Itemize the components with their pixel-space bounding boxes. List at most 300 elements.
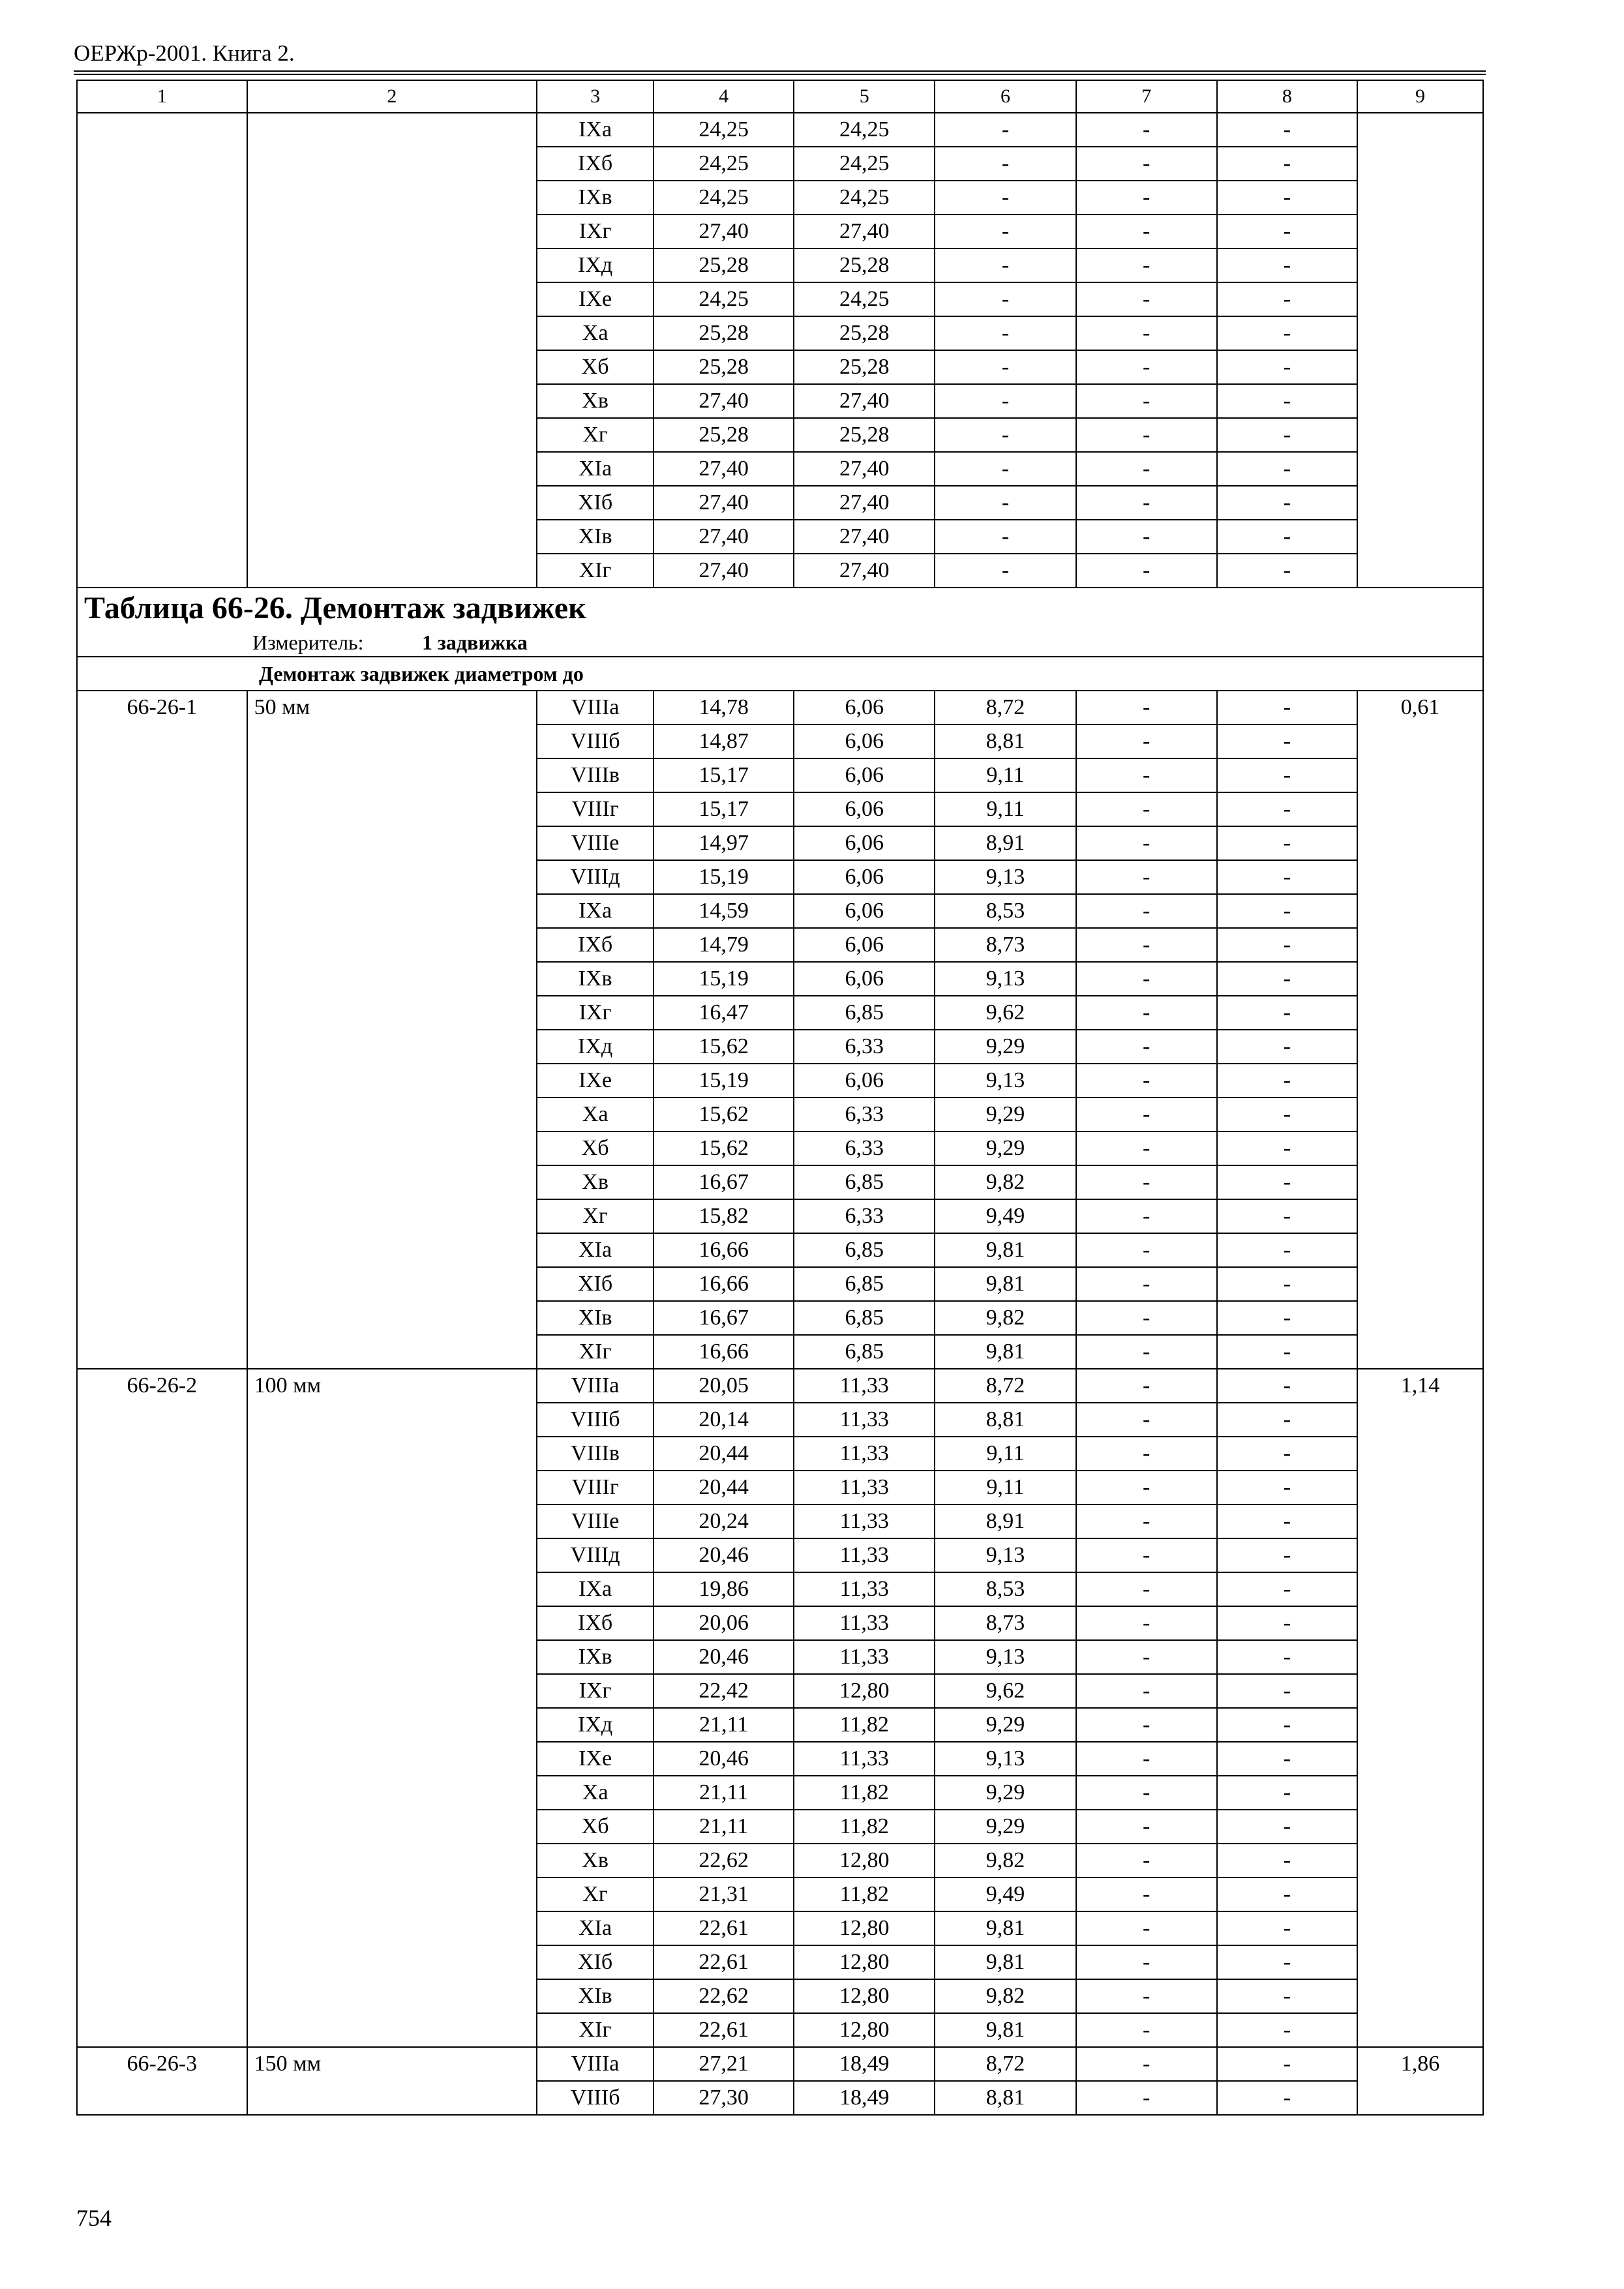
zone-cell: VIIIб <box>537 1403 654 1437</box>
value-cell: 25,28 <box>654 316 794 350</box>
value-cell: 6,06 <box>794 826 935 860</box>
column-number: 1 <box>77 80 247 113</box>
value-cell: - <box>1076 1335 1217 1369</box>
value-cell: 27,40 <box>794 486 935 520</box>
value-cell: - <box>1076 1131 1217 1165</box>
value-cell: 24,25 <box>794 181 935 215</box>
value-cell: - <box>1076 894 1217 928</box>
section-heading: Демонтаж задвижек диаметром до <box>77 657 1483 691</box>
value-cell: 14,59 <box>654 894 794 928</box>
value-cell: 18,49 <box>794 2047 935 2081</box>
value-cell: 25,28 <box>794 350 935 384</box>
value-cell: 9,81 <box>935 1233 1075 1267</box>
value-cell: - <box>1076 691 1217 725</box>
value-cell: 6,85 <box>794 1335 935 1369</box>
value-cell: - <box>1076 384 1217 418</box>
value-cell: 12,80 <box>794 1844 935 1878</box>
value-cell: - <box>1076 1572 1217 1606</box>
value-cell: - <box>1076 554 1217 588</box>
value-cell: 20,44 <box>654 1437 794 1471</box>
zone-cell: VIIIг <box>537 792 654 826</box>
code-cell: 66-26-3 <box>77 2047 247 2115</box>
value-cell: - <box>1217 147 1357 181</box>
value-cell: - <box>1217 181 1357 215</box>
zone-cell: VIIIв <box>537 758 654 792</box>
value-cell: 9,62 <box>935 1674 1075 1708</box>
value-cell: 20,24 <box>654 1504 794 1538</box>
value-cell: 11,33 <box>794 1369 935 1403</box>
value-cell: 16,66 <box>654 1335 794 1369</box>
value-cell: - <box>935 350 1075 384</box>
value-cell: 20,14 <box>654 1403 794 1437</box>
zone-cell: IXд <box>537 1030 654 1064</box>
value-cell: - <box>1217 113 1357 147</box>
document-header: ОЕРЖр-2001. Книга 2. <box>74 40 295 66</box>
value-cell: 25,28 <box>794 418 935 452</box>
value-cell: 27,40 <box>794 452 935 486</box>
value-cell: 16,47 <box>654 996 794 1030</box>
name-cell: 50 мм <box>247 691 537 1369</box>
value-cell: 9,81 <box>935 2013 1075 2047</box>
value-cell: - <box>1076 1403 1217 1437</box>
value-cell: - <box>935 282 1075 316</box>
value-cell: 6,06 <box>794 691 935 725</box>
zone-cell: VIIIб <box>537 2081 654 2115</box>
value-cell: 20,44 <box>654 1471 794 1504</box>
value-cell: 27,40 <box>654 384 794 418</box>
value-cell: 9,81 <box>935 1911 1075 1945</box>
value-cell: - <box>1217 486 1357 520</box>
value-cell: 8,91 <box>935 1504 1075 1538</box>
value-cell: 9,29 <box>935 1776 1075 1810</box>
value-cell: 25,28 <box>794 316 935 350</box>
name-cell: 100 мм <box>247 1369 537 2047</box>
value-cell: 6,06 <box>794 860 935 894</box>
header-rule <box>74 70 1486 75</box>
zone-cell: VIIIе <box>537 826 654 860</box>
value-cell: - <box>1217 860 1357 894</box>
value-cell: 11,33 <box>794 1640 935 1674</box>
value-cell: 11,33 <box>794 1606 935 1640</box>
value-cell: - <box>1076 1742 1217 1776</box>
column-number: 5 <box>794 80 935 113</box>
zone-cell: XIа <box>537 1911 654 1945</box>
value-cell: 12,80 <box>794 1945 935 1979</box>
zone-cell: Xб <box>537 1131 654 1165</box>
value-cell: - <box>1217 1335 1357 1369</box>
value-cell: - <box>1217 1606 1357 1640</box>
zone-cell: Xг <box>537 1878 654 1911</box>
value-cell: - <box>1217 962 1357 996</box>
value-cell: 24,25 <box>794 113 935 147</box>
value-cell: - <box>935 384 1075 418</box>
value-cell: 11,82 <box>794 1878 935 1911</box>
value-cell: 9,49 <box>935 1878 1075 1911</box>
value-cell: - <box>1076 1267 1217 1301</box>
value-cell: 21,11 <box>654 1708 794 1742</box>
value-cell: 9,81 <box>935 1335 1075 1369</box>
value-cell: 8,73 <box>935 928 1075 962</box>
value-cell: 6,33 <box>794 1131 935 1165</box>
value-cell: - <box>1076 1098 1217 1131</box>
value-cell: - <box>1217 1911 1357 1945</box>
value-cell: - <box>1076 1640 1217 1674</box>
code-cell: 66-26-1 <box>77 691 247 1369</box>
code-cell <box>77 113 247 588</box>
value-cell: - <box>1217 554 1357 588</box>
value-cell: - <box>1217 1572 1357 1606</box>
value-cell: 14,78 <box>654 691 794 725</box>
value-cell: - <box>1217 1979 1357 2013</box>
zone-cell: VIIIа <box>537 1369 654 1403</box>
value-cell: - <box>1217 248 1357 282</box>
value-cell: 9,13 <box>935 962 1075 996</box>
value-cell: - <box>1076 1369 1217 1403</box>
zone-cell: XIв <box>537 1301 654 1335</box>
value-cell: 6,33 <box>794 1199 935 1233</box>
zone-cell: Xг <box>537 1199 654 1233</box>
value-cell: 22,61 <box>654 1945 794 1979</box>
value-cell: - <box>1076 1878 1217 1911</box>
value-cell: 8,72 <box>935 1369 1075 1403</box>
value-cell: - <box>1217 1098 1357 1131</box>
value-cell: 27,30 <box>654 2081 794 2115</box>
value-cell: 25,28 <box>654 418 794 452</box>
zone-cell: Xа <box>537 1098 654 1131</box>
zone-cell: VIIIа <box>537 2047 654 2081</box>
value-cell: 27,40 <box>654 452 794 486</box>
value-cell: 6,85 <box>794 1165 935 1199</box>
value-cell: - <box>1076 1844 1217 1878</box>
value-cell: 8,81 <box>935 2081 1075 2115</box>
value-cell: 11,33 <box>794 1471 935 1504</box>
value-cell: - <box>1217 1945 1357 1979</box>
value-cell: 9,29 <box>935 1131 1075 1165</box>
value-cell: - <box>1217 2047 1357 2081</box>
col9-cell: 0,61 <box>1357 691 1483 1369</box>
value-cell: 6,33 <box>794 1030 935 1064</box>
value-cell: - <box>1217 1131 1357 1165</box>
value-cell: 9,11 <box>935 1471 1075 1504</box>
zone-cell: IXе <box>537 1064 654 1098</box>
column-number: 2 <box>247 80 537 113</box>
value-cell: - <box>1076 113 1217 147</box>
page-number: 754 <box>76 2205 112 2231</box>
value-cell: - <box>1217 452 1357 486</box>
value-cell: - <box>1076 520 1217 554</box>
zone-cell: IXд <box>537 248 654 282</box>
value-cell: 9,13 <box>935 1538 1075 1572</box>
value-cell: 9,13 <box>935 1064 1075 1098</box>
value-cell: 20,46 <box>654 1538 794 1572</box>
zone-cell: XIа <box>537 1233 654 1267</box>
value-cell: - <box>1076 147 1217 181</box>
value-cell: - <box>1217 996 1357 1030</box>
value-cell: - <box>1076 1165 1217 1199</box>
value-cell: 25,28 <box>654 350 794 384</box>
column-number: 7 <box>1076 80 1217 113</box>
zone-cell: XIб <box>537 486 654 520</box>
value-cell: 9,82 <box>935 1844 1075 1878</box>
value-cell: 16,66 <box>654 1267 794 1301</box>
zone-cell: Xб <box>537 350 654 384</box>
value-cell: 9,13 <box>935 860 1075 894</box>
value-cell: 11,82 <box>794 1776 935 1810</box>
value-cell: 14,97 <box>654 826 794 860</box>
value-cell: - <box>1217 1708 1357 1742</box>
value-cell: 9,13 <box>935 1640 1075 1674</box>
zone-cell: XIг <box>537 2013 654 2047</box>
value-cell: - <box>1076 1504 1217 1538</box>
value-cell: 8,81 <box>935 725 1075 758</box>
value-cell: 6,06 <box>794 928 935 962</box>
code-cell: 66-26-2 <box>77 1369 247 2047</box>
value-cell: 15,82 <box>654 1199 794 1233</box>
value-cell: 22,42 <box>654 1674 794 1708</box>
value-cell: 9,81 <box>935 1267 1075 1301</box>
zone-cell: VIIIг <box>537 1471 654 1504</box>
value-cell: 15,17 <box>654 758 794 792</box>
value-cell: - <box>1076 860 1217 894</box>
value-cell: - <box>1076 282 1217 316</box>
value-cell: - <box>1076 962 1217 996</box>
value-cell: - <box>935 316 1075 350</box>
zone-cell: Xв <box>537 1165 654 1199</box>
zone-cell: VIIIд <box>537 860 654 894</box>
value-cell: 8,72 <box>935 691 1075 725</box>
zone-cell: IXв <box>537 181 654 215</box>
table-row <box>77 691 1483 725</box>
value-cell: 9,11 <box>935 758 1075 792</box>
value-cell: - <box>1076 996 1217 1030</box>
value-cell: - <box>1076 1471 1217 1504</box>
value-cell: - <box>1217 2081 1357 2115</box>
zone-cell: IXб <box>537 928 654 962</box>
value-cell: 15,19 <box>654 962 794 996</box>
value-cell: - <box>935 418 1075 452</box>
table-row <box>77 1369 1483 1403</box>
value-cell: - <box>1076 1538 1217 1572</box>
zone-cell: IXг <box>537 215 654 248</box>
value-cell: 15,17 <box>654 792 794 826</box>
value-cell: - <box>1076 758 1217 792</box>
value-cell: 15,62 <box>654 1131 794 1165</box>
value-cell: - <box>1076 215 1217 248</box>
value-cell: 6,06 <box>794 1064 935 1098</box>
value-cell: 12,80 <box>794 1674 935 1708</box>
value-cell: 15,62 <box>654 1030 794 1064</box>
value-cell: - <box>935 248 1075 282</box>
value-cell: 27,40 <box>654 554 794 588</box>
value-cell: 8,53 <box>935 894 1075 928</box>
value-cell: - <box>1217 1640 1357 1674</box>
value-cell: - <box>1076 1030 1217 1064</box>
value-cell: 11,33 <box>794 1504 935 1538</box>
value-cell: - <box>935 486 1075 520</box>
zone-cell: Xв <box>537 384 654 418</box>
value-cell: 20,06 <box>654 1606 794 1640</box>
value-cell: 8,73 <box>935 1606 1075 1640</box>
value-cell: 22,61 <box>654 2013 794 2047</box>
value-cell: 21,11 <box>654 1776 794 1810</box>
value-cell: 27,40 <box>654 215 794 248</box>
value-cell: 27,40 <box>794 215 935 248</box>
zone-cell: IXе <box>537 282 654 316</box>
value-cell: 9,11 <box>935 792 1075 826</box>
value-cell: - <box>1217 350 1357 384</box>
zone-cell: Xг <box>537 418 654 452</box>
value-cell: 6,06 <box>794 894 935 928</box>
value-cell: 11,82 <box>794 1708 935 1742</box>
value-cell: - <box>1076 725 1217 758</box>
value-cell: 27,21 <box>654 2047 794 2081</box>
value-cell: - <box>1217 1674 1357 1708</box>
value-cell: - <box>1217 1810 1357 1844</box>
value-cell: 16,67 <box>654 1165 794 1199</box>
value-cell: - <box>1076 1606 1217 1640</box>
zone-cell: XIв <box>537 520 654 554</box>
value-cell: - <box>1217 1878 1357 1911</box>
value-cell: 24,25 <box>654 282 794 316</box>
value-cell: 9,82 <box>935 1165 1075 1199</box>
value-cell: - <box>1217 928 1357 962</box>
meter-value: 1 задвижка <box>422 631 528 654</box>
zone-cell: VIIIа <box>537 691 654 725</box>
value-cell: 21,11 <box>654 1810 794 1844</box>
value-cell: - <box>1076 316 1217 350</box>
value-cell: 6,85 <box>794 1301 935 1335</box>
value-cell: - <box>1217 1064 1357 1098</box>
value-cell: 24,25 <box>794 282 935 316</box>
value-cell: - <box>935 520 1075 554</box>
value-cell: 8,53 <box>935 1572 1075 1606</box>
value-cell: - <box>1217 1403 1357 1437</box>
value-cell: - <box>1217 1742 1357 1776</box>
zone-cell: VIIIд <box>537 1538 654 1572</box>
column-number: 4 <box>654 80 794 113</box>
value-cell: 25,28 <box>654 248 794 282</box>
zone-cell: XIб <box>537 1267 654 1301</box>
rates-table <box>76 80 1484 2116</box>
value-cell: - <box>1217 418 1357 452</box>
value-cell: 20,05 <box>654 1369 794 1403</box>
value-cell: 22,62 <box>654 1844 794 1878</box>
value-cell: 24,25 <box>654 181 794 215</box>
column-number: 9 <box>1357 80 1483 113</box>
value-cell: - <box>1076 350 1217 384</box>
value-cell: - <box>935 554 1075 588</box>
value-cell: - <box>1076 1199 1217 1233</box>
zone-cell: VIIIб <box>537 725 654 758</box>
value-cell: - <box>1076 486 1217 520</box>
value-cell: - <box>1076 1979 1217 2013</box>
value-cell: 9,82 <box>935 1301 1075 1335</box>
zone-cell: Xа <box>537 1776 654 1810</box>
value-cell: - <box>1217 520 1357 554</box>
value-cell: 16,66 <box>654 1233 794 1267</box>
value-cell: 9,29 <box>935 1098 1075 1131</box>
value-cell: - <box>1217 1233 1357 1267</box>
value-cell: 21,31 <box>654 1878 794 1911</box>
value-cell: - <box>1076 2081 1217 2115</box>
zone-cell: Xб <box>537 1810 654 1844</box>
value-cell: 27,40 <box>654 486 794 520</box>
zone-cell: VIIIв <box>537 1437 654 1471</box>
value-cell: 9,29 <box>935 1708 1075 1742</box>
zone-cell: IXб <box>537 1606 654 1640</box>
value-cell: 8,91 <box>935 826 1075 860</box>
zone-cell: IXв <box>537 1640 654 1674</box>
value-cell: 18,49 <box>794 2081 935 2115</box>
value-cell: - <box>1217 1199 1357 1233</box>
column-number: 6 <box>935 80 1075 113</box>
value-cell: - <box>1076 792 1217 826</box>
col9-cell: 1,14 <box>1357 1369 1483 2047</box>
column-number-row <box>77 80 1483 113</box>
value-cell: - <box>1217 691 1357 725</box>
table-title: Таблица 66-26. Демонтаж задвижек <box>77 588 1483 629</box>
value-cell: - <box>1076 1810 1217 1844</box>
value-cell: 6,85 <box>794 1267 935 1301</box>
value-cell: 25,28 <box>794 248 935 282</box>
zone-cell: VIIIе <box>537 1504 654 1538</box>
value-cell: - <box>1217 215 1357 248</box>
value-cell: - <box>1217 894 1357 928</box>
value-cell: 12,80 <box>794 2013 935 2047</box>
zone-cell: XIг <box>537 554 654 588</box>
value-cell: - <box>1217 1267 1357 1301</box>
name-cell: 150 мм <box>247 2047 537 2115</box>
value-cell: - <box>1217 826 1357 860</box>
meter-label: Измеритель: <box>252 631 364 654</box>
value-cell: 15,62 <box>654 1098 794 1131</box>
value-cell: - <box>1217 1844 1357 1878</box>
value-cell: 27,40 <box>654 520 794 554</box>
value-cell: 24,25 <box>794 147 935 181</box>
value-cell: - <box>1217 725 1357 758</box>
value-cell: 9,29 <box>935 1030 1075 1064</box>
zone-cell: IXа <box>537 894 654 928</box>
value-cell: - <box>1076 1064 1217 1098</box>
value-cell: 6,85 <box>794 996 935 1030</box>
value-cell: 11,33 <box>794 1572 935 1606</box>
value-cell: - <box>1076 2047 1217 2081</box>
value-cell: 22,62 <box>654 1979 794 2013</box>
value-cell: - <box>1217 1538 1357 1572</box>
value-cell: 19,86 <box>654 1572 794 1606</box>
value-cell: - <box>1076 452 1217 486</box>
value-cell: 6,06 <box>794 758 935 792</box>
value-cell: - <box>1076 826 1217 860</box>
value-cell: 6,06 <box>794 792 935 826</box>
value-cell: 14,79 <box>654 928 794 962</box>
value-cell: - <box>1076 2013 1217 2047</box>
value-cell: 22,61 <box>654 1911 794 1945</box>
value-cell: - <box>1076 1674 1217 1708</box>
value-cell: 9,29 <box>935 1810 1075 1844</box>
value-cell: 11,33 <box>794 1437 935 1471</box>
value-cell: 6,06 <box>794 962 935 996</box>
col9-cell: 1,86 <box>1357 2047 1483 2115</box>
value-cell: 11,82 <box>794 1810 935 1844</box>
value-cell: - <box>1217 2013 1357 2047</box>
value-cell: 6,85 <box>794 1233 935 1267</box>
value-cell: 11,33 <box>794 1403 935 1437</box>
value-cell: 20,46 <box>654 1742 794 1776</box>
value-cell: 24,25 <box>654 113 794 147</box>
value-cell: 27,40 <box>794 554 935 588</box>
value-cell: - <box>1217 1471 1357 1504</box>
